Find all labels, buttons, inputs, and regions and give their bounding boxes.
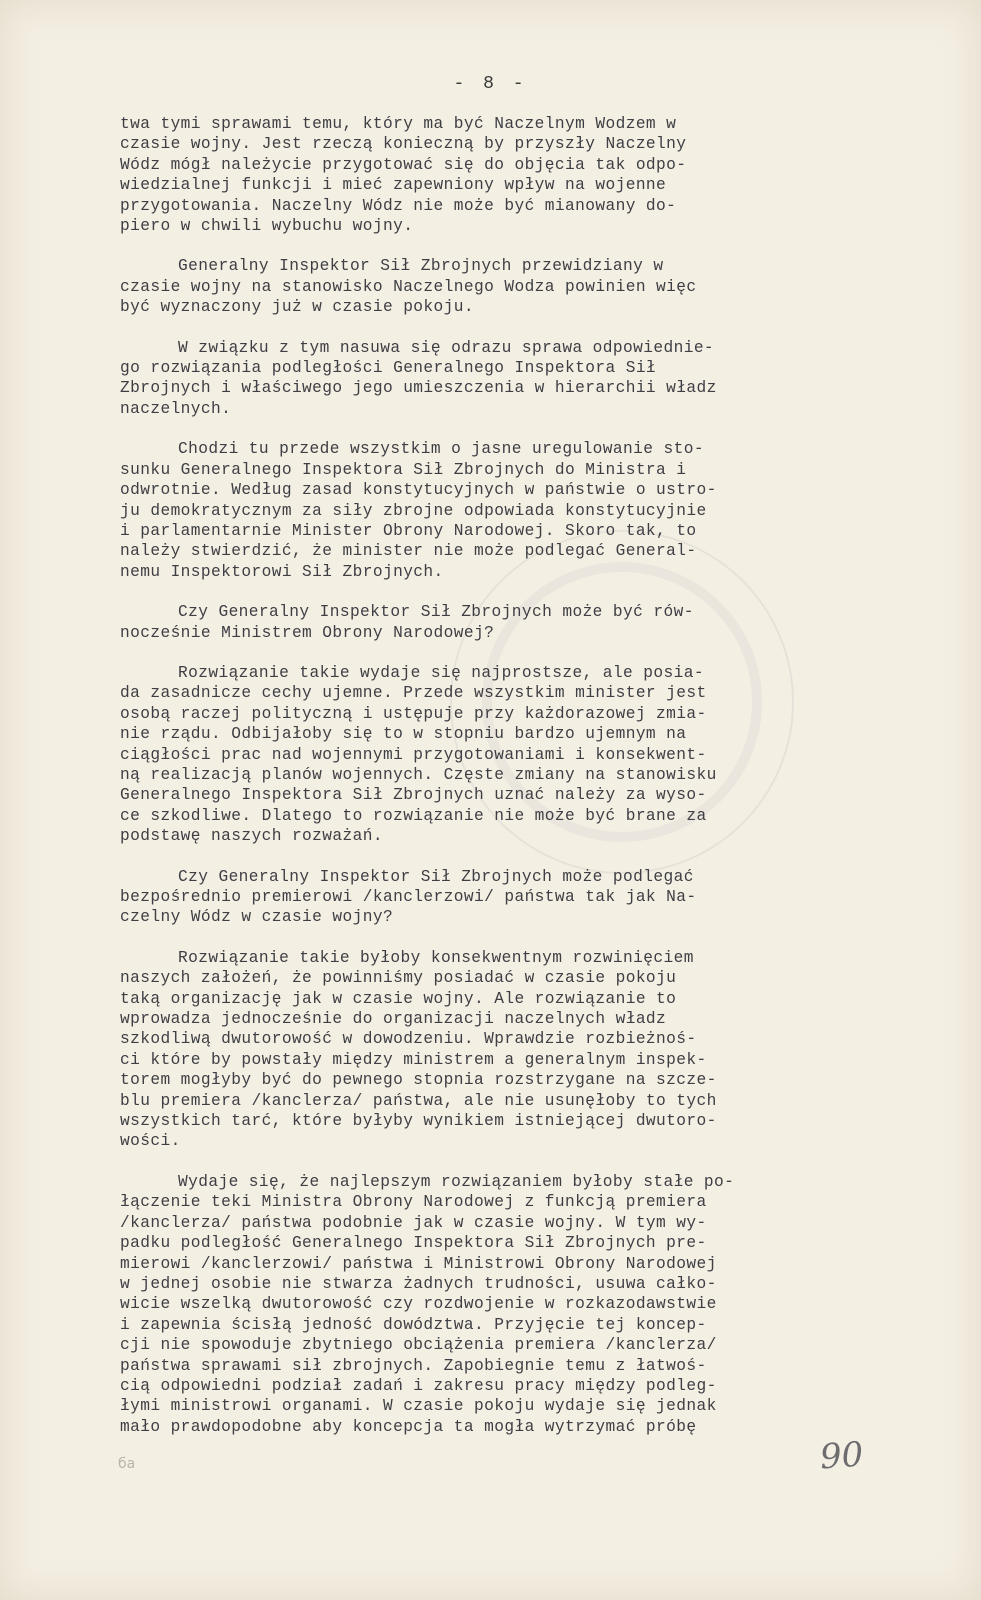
text-line: piero w chwili wybuchu wojny.: [120, 217, 414, 236]
text-line: czelny Wódz w czasie wojny?: [120, 908, 394, 927]
text-line: Wydaje się, że najlepszym rozwiązaniem byłoby stałe po-: [178, 1172, 735, 1191]
text-line: go rozwiązania podległości Generalnego Inspektora Sił: [120, 359, 657, 378]
text-line: państwa sprawami sił zbrojnych. Zapobiegnie temu z łatwoś-: [120, 1356, 707, 1375]
text-line: naszych założeń, że powinniśmy posiadać w czasie pokoju: [120, 969, 677, 988]
text-line: Generalnego Inspektora Sił Zbrojnych uznać należy za wyso-: [120, 786, 707, 805]
text-line: da zasadnicze cechy ujemne. Przede wszystkim minister jest: [120, 684, 707, 703]
text-line: łączenie teki Ministra Obrony Narodowej z funkcją premiera: [120, 1193, 707, 1212]
text-line: i zapewnia ścisłą jedność dowództwa. Przyjęcie tej koncep-: [120, 1315, 707, 1334]
text-line: ci które by powstały między ministrem a generalnym inspek-: [120, 1050, 707, 1069]
paragraph: [120, 439, 860, 582]
text-line: czasie wojny. Jest rzeczą konieczną by przyszły Naczelny: [120, 135, 687, 154]
text-line: padku podległość Generalnego Inspektora Sił Zbrojnych pre-: [120, 1234, 707, 1253]
text-line: ju demokratycznym za siły zbrojne odpowiada konstytucyjnie: [120, 501, 707, 520]
text-line: mierowi /kanclerzowi/ państwa i Ministrowi Obrony Narodowej: [120, 1254, 717, 1273]
bottom-mark: ба: [118, 1456, 136, 1472]
text-line: łymi ministrowi organami. W czasie pokoju wydaje się jednak: [120, 1397, 717, 1416]
text-line: w jednej osobie nie stwarza żadnych trudności, usuwa całko-: [120, 1274, 717, 1293]
text-line: Rozwiązanie takie wydaje się najprostsze, ale posia-: [178, 663, 704, 682]
text-line: nie rządu. Odbijałoby się to w stopniu bardzo ujemnym na: [120, 725, 687, 744]
text-line: odwrotnie. Według zasad konstytucyjnych w państwie o ustro-: [120, 481, 717, 500]
paragraph: [120, 663, 860, 847]
text-line: Chodzi tu przede wszystkim o jasne uregulowanie sto-: [178, 440, 704, 459]
text-line: ciągłości prac nad wojennymi przygotowaniami i konsekwent-: [120, 745, 707, 764]
text-line: W związku z tym nasuwa się odrazu sprawa odpowiednie-: [178, 338, 715, 357]
paragraph: [120, 256, 860, 317]
text-line: sunku Generalnego Inspektora Sił Zbrojnych do Ministra i: [120, 460, 687, 479]
text-line: blu premiera /kanclerza/ państwa, ale nie usunęłoby to tych: [120, 1091, 717, 1110]
text-line: czasie wojny na stanowisko Naczelnego Wodza powinien więc: [120, 277, 697, 296]
text-line: i parlamentarnie Minister Obrony Narodowej. Skoro tak, to: [120, 521, 697, 540]
page-number: - 8 -: [453, 74, 528, 94]
text-line: Generalny Inspektor Sił Zbrojnych przewidziany w: [178, 257, 664, 276]
paragraph: [120, 602, 860, 643]
text-line: osobą raczej polityczną i ustępuje przy każdorazowej zmia-: [120, 704, 707, 723]
text-line: podstawę naszych rozważań.: [120, 827, 383, 846]
archive-page-number: 90: [818, 1434, 865, 1478]
text-line: należy stwierdzić, że minister nie może podlegać General-: [120, 542, 697, 561]
text-line: Zbrojnych i właściwego jego umieszczenia w hierarchii władz: [120, 379, 717, 398]
text-line: przygotowania. Naczelny Wódz nie może być mianowany do-: [120, 196, 677, 215]
paragraph: [120, 948, 860, 1152]
text-line: wości.: [120, 1132, 181, 1151]
text-line: cią odpowiedni podział zadań i zakresu pracy między podleg-: [120, 1376, 717, 1395]
text-line: wprowadza jednocześnie do organizacji naczelnych władz: [120, 1010, 667, 1029]
text-line: ce szkodliwe. Dlatego to rozwiązanie nie może być brane za: [120, 806, 707, 825]
text-line: szkodliwą dwutorowość w dowodzeniu. Wprawdzie rozbieżnoś-: [120, 1030, 697, 1049]
text-line: Czy Generalny Inspektor Sił Zbrojnych może podlegać: [178, 867, 694, 886]
text-line: wicie wszelką dwutorowość czy rozdwojenie w rozkazodawstwie: [120, 1295, 717, 1314]
text-line: mało prawdopodobne aby koncepcja ta mogła wytrzymać próbę: [120, 1417, 697, 1436]
paragraph: [120, 867, 860, 928]
text-line: być wyznaczony już w czasie pokoju.: [120, 298, 474, 317]
text-line: wszystkich tarć, które byłyby wynikiem istniejącej dwutoro-: [120, 1112, 717, 1131]
document-body: [120, 114, 860, 1457]
text-line: Wódz mógł należycie przygotować się do objęcia tak odpo-: [120, 155, 687, 174]
text-line: twa tymi sprawami temu, który ma być Naczelnym Wodzem w: [120, 115, 677, 133]
paragraph: [120, 1172, 860, 1437]
text-line: naczelnych.: [120, 399, 232, 418]
text-line: Rozwiązanie takie byłoby konsekwentnym rozwinięciem: [178, 948, 694, 967]
text-line: torem mogłyby być do pewnego stopnia rozstrzygane na szcze-: [120, 1071, 717, 1090]
paragraph: [120, 114, 860, 236]
text-line: Czy Generalny Inspektor Sił Zbrojnych może być rów-: [178, 603, 694, 622]
paragraph: [120, 338, 860, 420]
text-line: /kanclerza/ państwa podobnie jak w czasie wojny. W tym wy-: [120, 1213, 707, 1232]
text-line: ną realizacją planów wojennych. Częste zmiany na stanowisku: [120, 765, 717, 784]
text-line: nocześnie Ministrem Obrony Narodowej?: [120, 623, 495, 642]
text-line: nemu Inspektorowi Sił Zbrojnych.: [120, 562, 444, 581]
text-line: cji nie spowoduje zbytniego obciążenia premiera /kanclerza/: [120, 1336, 717, 1355]
text-line: wiedzialnej funkcji i mieć zapewniony wpływ na wojenne: [120, 176, 667, 195]
text-line: taką organizację jak w czasie wojny. Ale rozwiązanie to: [120, 989, 677, 1008]
text-line: bezpośrednio premierowi /kanclerzowi/ państwa tak jak Na-: [120, 888, 697, 906]
